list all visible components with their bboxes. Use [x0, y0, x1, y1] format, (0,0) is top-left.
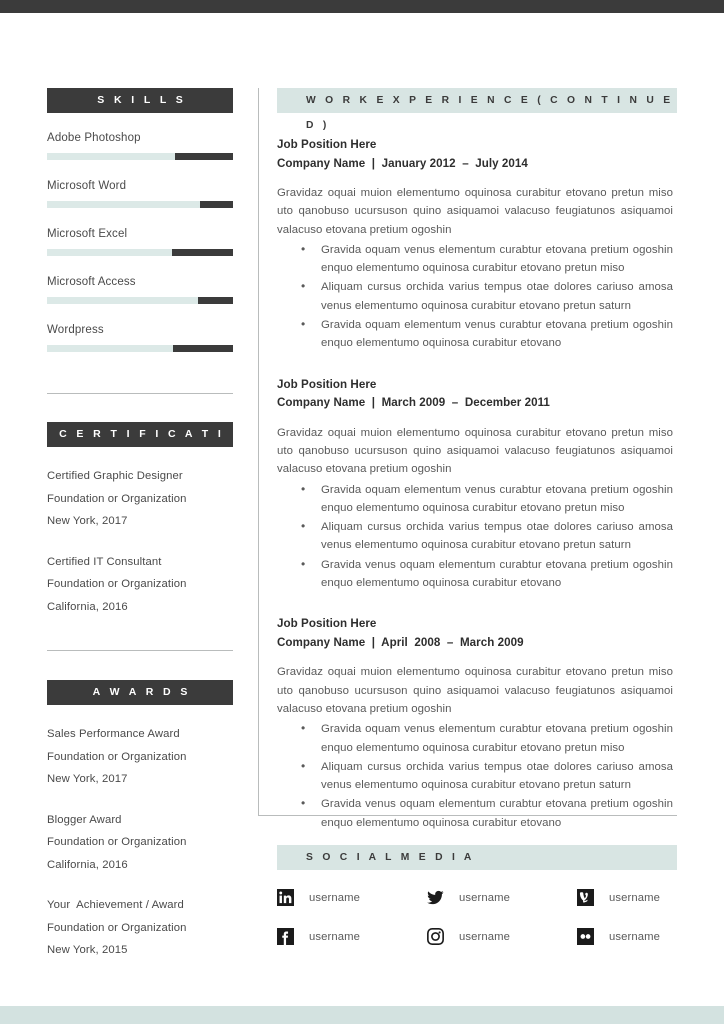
job-entry: [277, 376, 677, 593]
job-position: Job Position Here: [277, 617, 377, 631]
certification-location: California, 2016: [47, 600, 128, 613]
skills-list: [47, 132, 233, 352]
job-bullet: • Gravida venus oquam elementum curabtur etovana pretium ogoshin enquo elementumo oquinosa curabitur etovano: [277, 795, 673, 832]
social-links-grid: [277, 889, 677, 967]
skill-bar: [47, 201, 233, 208]
award-location: New York, 2015: [47, 944, 128, 956]
social-link-vine[interactable]: [577, 889, 677, 906]
job-bullet: • Gravida oquam elementum venus curabtur etovana pretium ogoshin enquo elementumo oquinosa curabitur etovano pretun miso: [277, 481, 673, 518]
social-handle: username: [609, 930, 661, 943]
skill-item: [47, 228, 233, 256]
social-link-flickr[interactable]: [577, 928, 677, 945]
certification-title: Certified IT Consultant: [47, 555, 162, 568]
certifications-heading: C E R T I F I C A T I O N S: [47, 422, 233, 447]
certification-entry: [47, 551, 233, 619]
award-organization: Foundation or Organization: [47, 750, 187, 763]
job-bullet: • Gravida oquam venus elementum curabtur etovana pretium ogoshin enquo elementumo oquinosa curabitur etovano pretun miso: [277, 241, 673, 278]
job-company-dates: Company Name | April 2008 – March 2009: [277, 635, 524, 649]
social-section-divider: [258, 815, 677, 816]
award-title: Blogger Award: [47, 813, 122, 826]
skill-label: Microsoft Word: [47, 180, 127, 192]
skill-bar: [47, 153, 233, 160]
job-position: Job Position Here: [277, 138, 377, 151]
top-accent-bar: [0, 0, 724, 13]
award-title: Your Achievement / Award: [47, 899, 184, 911]
job-bullet: • Aliquam cursus orchida varius tempus otae dolores cariuso amosa venus elementumo oquinosa curabitur etovano pretun saturn: [277, 758, 673, 795]
certification-location: New York, 2017: [47, 515, 128, 527]
facebook-icon: [277, 928, 294, 945]
social-handle: username: [459, 891, 511, 904]
vine-icon: [577, 889, 594, 906]
social-media-section: [277, 845, 677, 967]
skill-bar-fill: [172, 249, 233, 256]
awards-list: [47, 723, 233, 962]
skill-item: [47, 132, 233, 160]
skill-bar: [47, 297, 233, 304]
skill-bar: [47, 249, 233, 256]
job-bullet: • Gravida venus oquam elementum curabtur etovana pretium ogoshin enquo elementumo oquinosa curabitur etovano: [277, 556, 673, 593]
social-link-linkedin[interactable]: [277, 889, 427, 906]
skill-bar: [47, 345, 233, 352]
flickr-icon: [577, 928, 594, 945]
skills-heading: S K I L L S: [47, 88, 233, 113]
job-position: Job Position Here: [277, 377, 377, 391]
work-experience-heading: W O R K E X P E R I E N C E ( C O N T I N U E D ): [277, 88, 677, 113]
awards-heading: A W A R D S: [47, 680, 233, 705]
social-handle: username: [309, 891, 361, 904]
job-description: Gravidaz oquai muion elementumo oquinosa curabitur etovano pretun miso uto qanobuso ucursuson quino asiquamoi valacuso feugiatunos asiquamoi valacuso etovana pretium ogoshin: [277, 187, 673, 236]
job-description: Gravidaz oquai muion elementumo oquinosa curabitur etovano pretun miso uto qanobuso ucursuson quino asiquamoi valacuso feugiatunos asiquamoi valacuso etovana pretium ogoshin: [277, 426, 673, 476]
certifications-list: [47, 465, 233, 618]
job-bullet: • Gravida oquam elementum venus curabtur etovana pretium ogoshin enquo elementumo oquinosa curabitur etovano: [277, 316, 673, 353]
job-company-dates: Company Name | March 2009 – December 2011: [277, 396, 550, 410]
twitter-icon: [427, 889, 444, 906]
skill-label: Adobe Photoshop: [47, 132, 141, 144]
skill-bar-fill: [198, 297, 233, 304]
job-bullet-list: [277, 241, 677, 353]
social-link-twitter[interactable]: [427, 889, 577, 906]
award-entry: [47, 894, 233, 962]
award-title: Sales Performance Award: [47, 728, 180, 740]
certification-organization: Foundation or Organization: [47, 492, 187, 505]
award-organization: Foundation or Organization: [47, 836, 187, 848]
skill-label: Wordpress: [47, 324, 104, 336]
column-divider: [258, 88, 259, 815]
job-entry: [277, 136, 677, 353]
skill-item: [47, 180, 233, 208]
skill-bar-fill: [200, 201, 233, 208]
social-handle: username: [309, 930, 361, 943]
main-content: [277, 88, 677, 832]
social-handle: username: [459, 930, 511, 943]
social-link-instagram[interactable]: [427, 928, 577, 945]
linkedin-icon: [277, 889, 294, 906]
skill-item: [47, 276, 233, 304]
job-bullet: • Aliquam cursus orchida varius tempus otae dolores cariuso amosa venus elementumo oquinosa curabitur etovano pretun saturn: [277, 518, 673, 555]
social-media-heading: S O C I A L M E D I A: [277, 845, 677, 870]
award-location: New York, 2017: [47, 773, 128, 785]
job-description: Gravidaz oquai muion elementumo oquinosa curabitur etovano pretun miso uto qanobuso ucursuson quino asiquamoi valacuso feugiatunos asiquamoi valacuso etovana pretium ogoshin: [277, 666, 673, 715]
bottom-accent-bar: [0, 1006, 724, 1024]
job-bullet: • Gravida oquam venus elementum curabtur etovana pretium ogoshin enquo elementumo oquinosa curabitur etovano pretun miso: [277, 720, 673, 757]
instagram-icon: [427, 928, 444, 945]
award-entry: [47, 723, 233, 791]
skill-label: Microsoft Excel: [47, 228, 128, 240]
skill-bar-fill: [175, 153, 233, 160]
job-company-dates: Company Name | January 2012 – July 2014: [277, 156, 528, 170]
sidebar: [47, 88, 233, 980]
award-location: California, 2016: [47, 858, 128, 871]
certification-organization: Foundation or Organization: [47, 578, 187, 590]
certification-entry: [47, 465, 233, 533]
award-entry: [47, 809, 233, 877]
job-bullet-list: [277, 481, 677, 593]
award-organization: Foundation or Organization: [47, 921, 187, 934]
certification-title: Certified Graphic Designer: [47, 470, 183, 482]
skill-bar-fill: [173, 345, 233, 352]
skill-label: Microsoft Access: [47, 276, 136, 288]
social-link-facebook[interactable]: [277, 928, 427, 945]
social-handle: username: [609, 891, 661, 904]
job-entry: [277, 615, 677, 832]
job-bullet: • Aliquam cursus orchida varius tempus otae dolores cariuso amosa venus elementumo oquinosa curabitur etovano pretun saturn: [277, 278, 673, 315]
skill-item: [47, 324, 233, 352]
